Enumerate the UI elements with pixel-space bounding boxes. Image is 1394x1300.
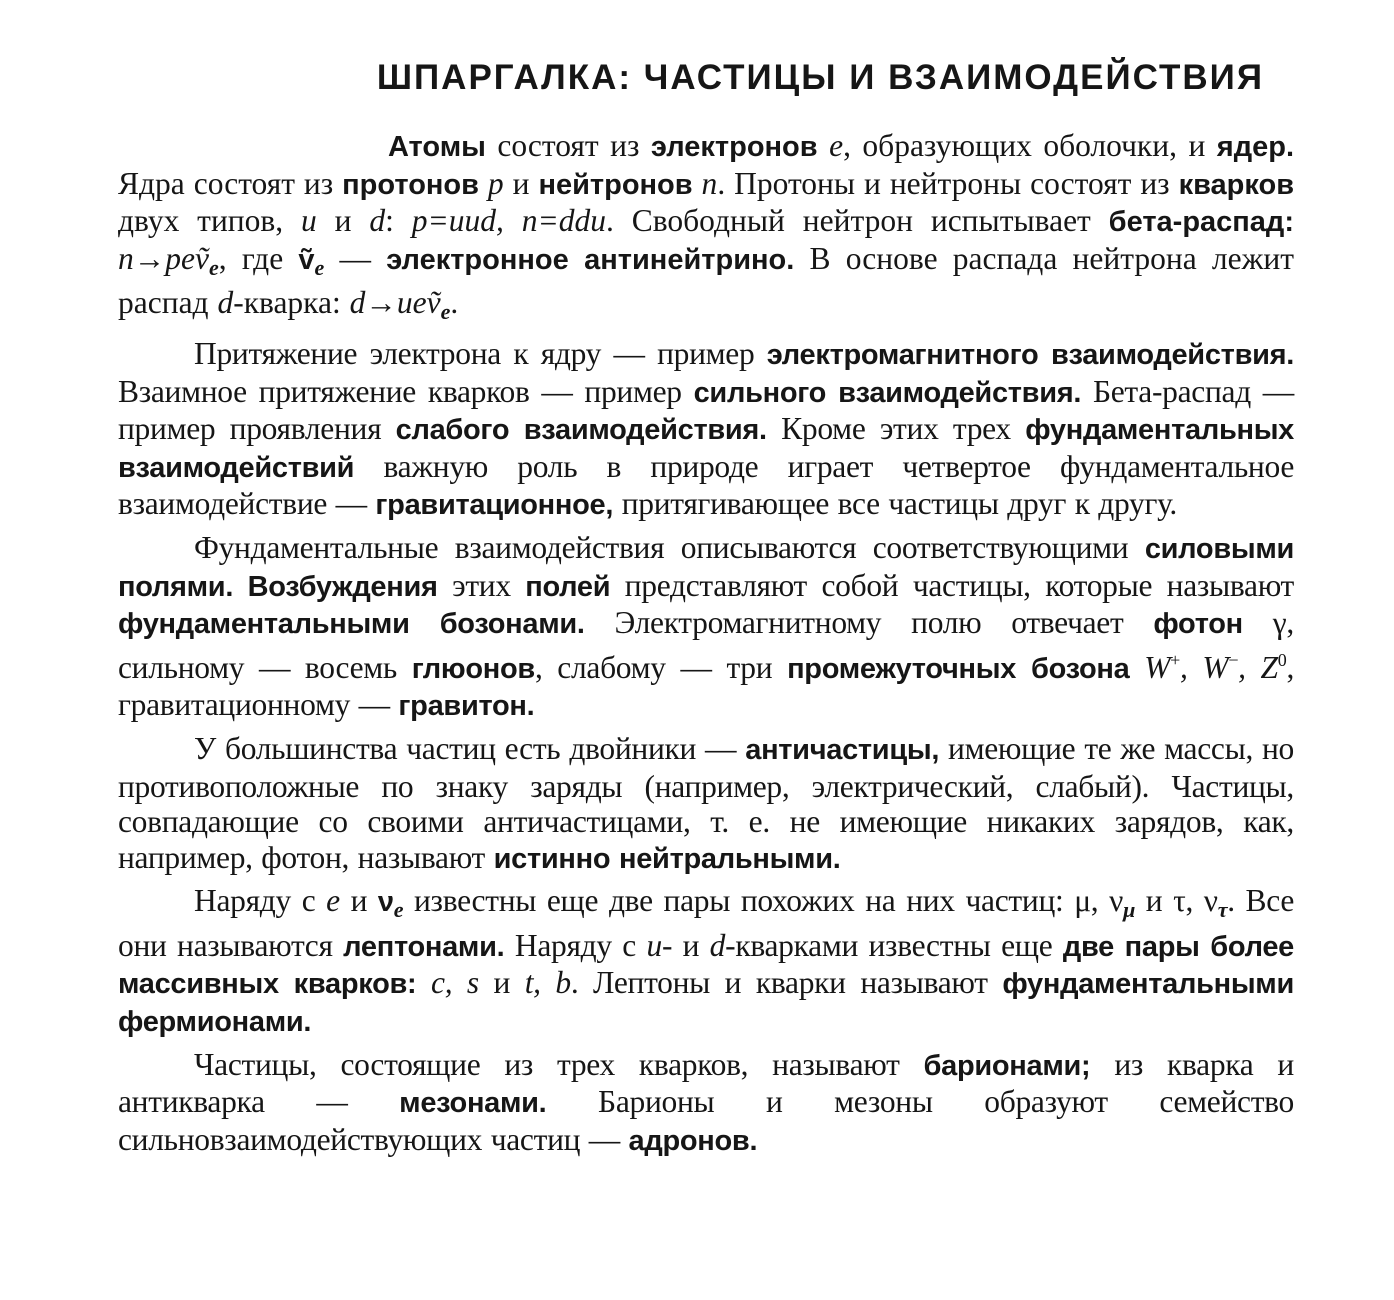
term-photon: фотон <box>1153 608 1243 641</box>
term-hadrons: адронов. <box>628 1124 758 1157</box>
term-electromagnetic: электромагнитного взаимодействия. <box>766 338 1294 371</box>
term-strong: сильного взаимодействия. <box>693 376 1082 409</box>
symbol-antineutrino: ṽ <box>298 243 315 276</box>
term-neutrons: нейтронов <box>538 168 693 201</box>
document-page <box>118 58 1294 1165</box>
term-excitations: Возбуждения <box>247 570 438 603</box>
term-gravitational: гравитационное, <box>375 489 614 522</box>
term-electron-antineutrino: электронное антинейтрино. <box>386 243 795 276</box>
page-title: ШПАРГАЛКА: ЧАСТИЦЫ И ВЗАИМОДЕЙСТВИЯ <box>376 58 1264 97</box>
term-atoms: Атомы <box>388 131 486 163</box>
paragraph-leptons: Наряду с e и $\nu_e$ известны еще две пары похожих на них частиц: μ, $\nu_\mu$ и τ, $\nu_\tau$. Все они называются лептонами. Наряду с u- и d-кварками известны еще две пары более массивных кварков: c, s и t, b. Лептоны и кварки называют фундаментальными фермионами. <box>118 883 1294 1039</box>
term-baryons: барионами; <box>923 1049 1091 1082</box>
paragraph-hadrons: Частицы, состоящие из трех кварков, называют барионами; из кварка и антикварка — мезонами. Барионы и мезоны образуют семейство сильновзаимодействующих частиц — адронов. <box>118 1046 1294 1157</box>
term-force-fields: силовыми полями. <box>118 532 1294 603</box>
term-truly-neutral: истинно нейтральными. <box>493 842 841 875</box>
formula-neutron-decay: n→peṽ <box>118 240 209 276</box>
term-leptons: лептонами. <box>343 930 505 963</box>
paragraph-antiparticles: У большинства частиц есть двойники — античастицы, имеющие те же массы, но противоположные по знаку заряды (например, электрический, слабый). Частицы, совпадающие со своими античастицами, т. е. не имеющие никаких зарядов, как, например, фотон, называют истинно нейтральными. <box>118 730 1294 875</box>
paragraph-bosons: Фундаментальные взаимодействия описываются соответствующими силовыми полями. Возбуждения этих полей представляют собой частицы, которые называют фундаментальными бозонами. Электромагнитному полю отвечает фотон γ, сильному — восемь глюонов, слабому — три промежуточных бозона W+, W−, $Z^0$, гравитационному — гравитон. <box>118 529 1295 723</box>
term-intermediate-bosons: промежуточных бозона <box>787 652 1130 685</box>
term-mesons: мезонами. <box>399 1087 547 1120</box>
term-protons: протонов <box>342 168 479 201</box>
term-antiparticles: античастицы, <box>745 733 940 766</box>
term-fields: полей <box>525 570 611 603</box>
paragraph-interactions: Притяжение электрона к ядру — пример электромагнитного взаимодействия. Взаимное притяжение кварков — пример сильного взаимодействия. Бета-распад — пример проявления слабого взаимодействия. Кроме этих трех фундаментальных взаимодействий важную роль в природе играет четвертое фундаментальное взаимодействие — гравитационное, притягивающее все частицы друг к другу. <box>118 335 1294 522</box>
term-massive-quarks: две пары более массивных кварков: <box>118 930 1294 1001</box>
term-electrons: электронов <box>650 131 818 163</box>
term-graviton: гравитон. <box>398 690 535 723</box>
term-nuclei: ядер. <box>1216 131 1295 163</box>
term-fundamental-interactions: фундаментальных взаимодействий <box>118 414 1294 484</box>
term-fundamental-fermions: фундаментальными фермионами. <box>118 968 1294 1039</box>
term-fundamental-bosons: фундаментальными бозонами. <box>118 608 585 641</box>
term-weak: слабого взаимодействия. <box>395 414 767 447</box>
formula-d-quark-decay: d→ueṽ <box>349 285 441 321</box>
paragraph-atoms: Атомы состоят из электронов e, образующих оболочки, и ядер. Ядра состоят из протонов p и нейтронов n. Протоны и нейтроны состоят из кварков двух типов, u и d: p=uud, n=ddu. Свободный нейтрон испытывает бета-распад: n→peṽ$_e$, где ṽ$_e$ — электронное антинейтрино. В основе распада нейтрона лежит распад d-кварка: d→ueṽ$_e$. <box>118 128 1295 325</box>
term-quarks: кварков <box>1178 168 1295 201</box>
term-gluons: глюонов <box>411 652 535 685</box>
term-beta-decay: бета-распад: <box>1108 206 1294 239</box>
formula-quark-content: p=uud, n=ddu <box>411 203 606 239</box>
